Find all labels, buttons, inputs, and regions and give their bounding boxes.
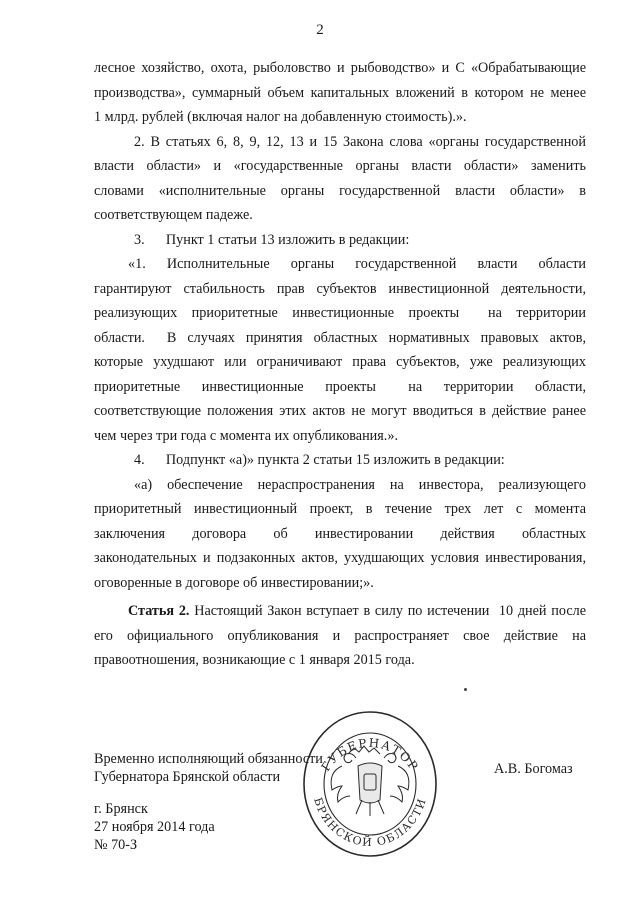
paragraph-5 bbox=[94, 448, 586, 473]
text-line: «а) обеспечение нераспространения на инвестора, реализующего bbox=[134, 476, 586, 493]
text-line: гарантируют стабильность прав субъектов инвестиционной деятельности, bbox=[94, 280, 586, 297]
text-line: лесное хозяйство, охота, рыболовство и рыбоводство» и C «Обрабатывающие bbox=[94, 60, 586, 76]
paragraph-3 bbox=[94, 228, 586, 253]
text-line: приоритетный инвестиционный проект, в течение трех лет с момента bbox=[94, 501, 586, 517]
text-line: области. В случаях принятия областных нормативных правовых актов, bbox=[94, 329, 586, 346]
text-line: 4. Подпункт «а)» пункта 2 статьи 15 изложить в редакции: bbox=[134, 452, 505, 468]
stray-dot bbox=[464, 688, 467, 691]
text-line: чем через три года с момента их опубликования.». bbox=[94, 427, 398, 444]
text-line: производства», суммарный объем капитальных вложений в котором не менее bbox=[94, 84, 586, 101]
text-line: «1. Исполнительные органы государственной власти области bbox=[128, 256, 586, 272]
paragraph-6-quote bbox=[94, 473, 586, 596]
text-line bbox=[94, 599, 586, 624]
date: 27 ноября 2014 года bbox=[94, 819, 215, 835]
paragraph-1 bbox=[94, 56, 586, 130]
signatory-position bbox=[94, 750, 323, 786]
text-line: власти области» и «государственные органы власти области» заменить bbox=[94, 158, 586, 174]
text-line: которые ухудшают или ограничивают права субъектов, уже реализующих bbox=[94, 354, 586, 370]
text-line: приоритетные инвестиционные проекты на территории области, bbox=[94, 378, 586, 395]
article-2-text: Настоящий Закон вступает в силу по истечении 10 дней после bbox=[189, 603, 586, 619]
article-2-label: Статья 2. bbox=[128, 603, 190, 619]
paragraph-article-2 bbox=[94, 599, 586, 673]
text-line: 1 млрд. рублей (включая налог на добавленную стоимость).». bbox=[94, 109, 467, 125]
text-line: правоотношения, возникающие с 1 января 2015 года. bbox=[94, 652, 415, 668]
text-line: соответствующие положения этих актов не могут вводиться в действие ранее bbox=[94, 403, 586, 419]
seal-top-text: ГУБЕРНАТОР bbox=[318, 735, 422, 774]
law-number: № 70-З bbox=[94, 837, 138, 853]
position-line-2: Губернатора Брянской области bbox=[94, 769, 281, 785]
text-line: заключения договора об инвестировании действия областных bbox=[94, 525, 586, 542]
signatory-name: А.В. Богомаз bbox=[494, 761, 573, 777]
text-line: реализующих приоритетные инвестиционные проекты на территории bbox=[94, 305, 586, 321]
governor-seal bbox=[300, 708, 440, 858]
text-line: соответствующем падеже. bbox=[94, 207, 253, 223]
text-line: его официального опубликования и распространяет свое действие на bbox=[94, 627, 586, 644]
text-line: законодательных и подзаконных актов, ухудшающих условия инвестирования, bbox=[94, 550, 586, 566]
seal-bottom-text: БРЯНСКОЙ ОБЛАСТИ bbox=[311, 795, 429, 850]
law-body bbox=[94, 56, 586, 673]
place: г. Брянск bbox=[94, 801, 148, 817]
text-line: оговоренные в договоре об инвестировании;». bbox=[94, 574, 374, 591]
law-details bbox=[94, 800, 215, 854]
text-line: 2. В статьях 6, 8, 9, 12, 13 и 15 Закона слова «органы государственной bbox=[134, 133, 586, 150]
position-line-1: Временно исполняющий обязанности bbox=[94, 751, 323, 767]
paragraph-4-quote bbox=[94, 252, 586, 448]
paragraph-2 bbox=[94, 130, 586, 228]
text-line: 3. Пункт 1 статьи 13 изложить в редакции: bbox=[134, 231, 410, 248]
text-line: словами «исполнительные органы государственной власти области» в bbox=[94, 182, 586, 199]
page-number: 2 bbox=[316, 22, 324, 38]
